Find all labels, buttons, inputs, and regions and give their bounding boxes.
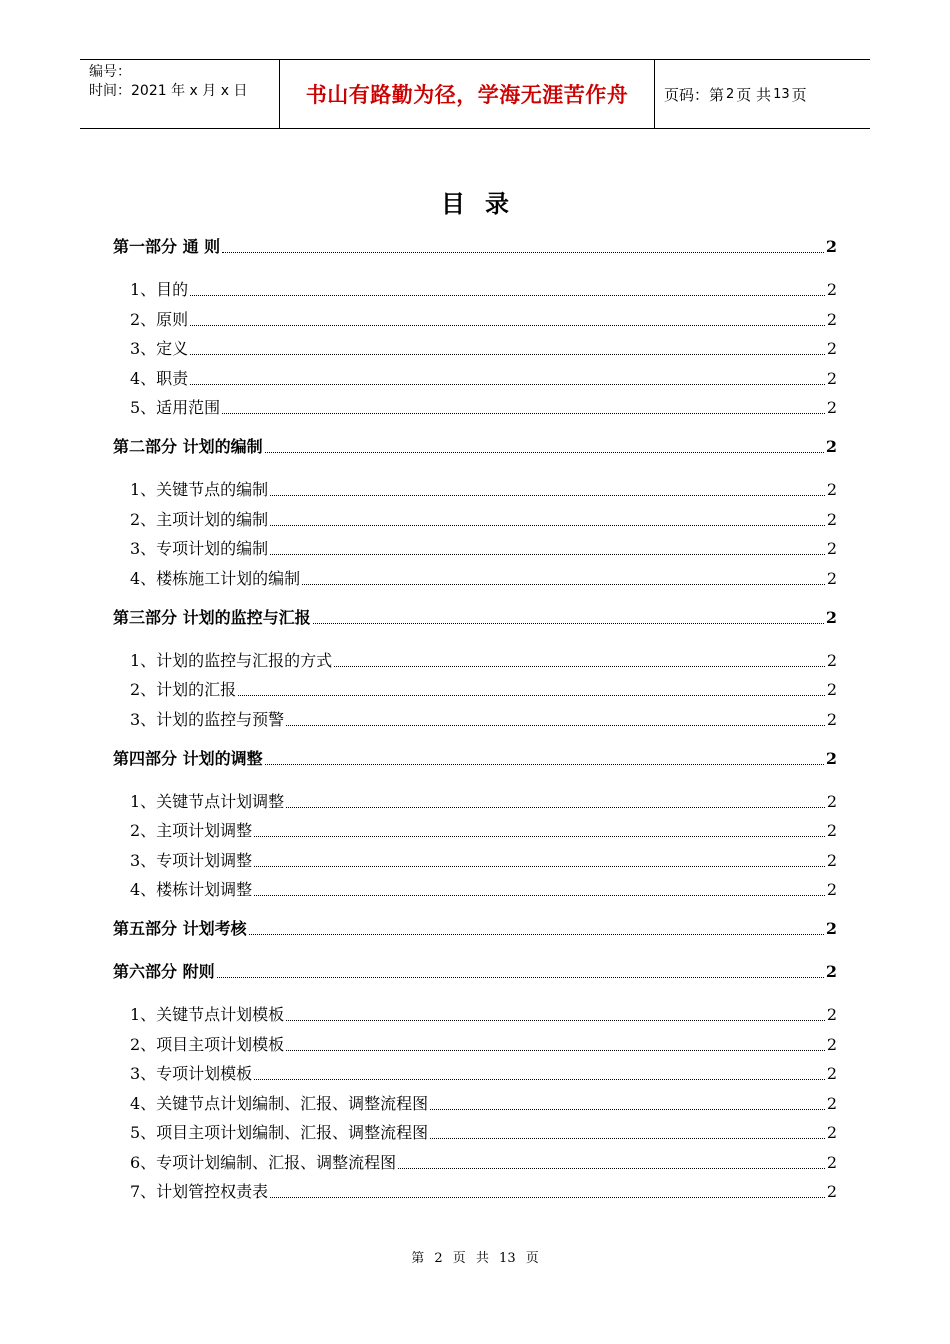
toc-entry-label: 第三部分 计划的监控与汇报 (113, 607, 311, 627)
toc-dot-leader (286, 1049, 825, 1051)
toc-entry-label: 3、计划的监控与预警 (130, 709, 285, 729)
toc-item-entry[interactable] (113, 1122, 837, 1144)
toc-entry-label: 2、主项计划的编制 (130, 509, 269, 529)
toc-entry-label: 1、关键节点计划模板 (130, 1005, 285, 1024)
toc-entry-page: 2 (826, 280, 837, 299)
toc-item-entry[interactable] (113, 1152, 837, 1174)
toc-item-entry[interactable] (113, 538, 837, 560)
toc-dot-leader (190, 383, 825, 385)
toc-dot-leader (254, 835, 825, 837)
toc-entry-page: 2 (826, 1123, 837, 1142)
toc-dot-leader (190, 353, 825, 355)
toc-entry-label: 第六部分 附则 (113, 962, 215, 981)
toc-entry-label: 1、计划的监控与汇报的方式 (130, 650, 333, 670)
toc-entry-label: 4、楼栋施工计划的编制 (130, 568, 301, 588)
toc-entry-page: 2 (826, 650, 837, 670)
toc-entry-page: 2 (826, 398, 837, 417)
toc-item-entry[interactable] (113, 509, 837, 531)
toc-dot-leader (265, 763, 824, 765)
toc-entry-label: 4、职责 (130, 368, 189, 388)
toc-item-entry[interactable] (113, 1181, 837, 1203)
date-label: 时间：2021 年 x 月 x 日 (89, 83, 248, 99)
toc-dot-leader (286, 1019, 825, 1021)
toc-entry-label: 3、专项计划的编制 (130, 539, 269, 558)
toc-item-entry[interactable] (113, 368, 837, 390)
toc-entry-page: 2 (826, 539, 837, 558)
toc-section-entry[interactable] (113, 436, 837, 458)
toc-entry-label: 7、计划管控权责表 (130, 1182, 269, 1201)
toc-dot-leader (302, 583, 825, 585)
toc-dot-leader (313, 622, 824, 624)
toc-dot-leader (286, 724, 825, 726)
toc-entry-label: 2、原则 (130, 309, 189, 329)
toc-entry-page: 2 (826, 709, 837, 729)
toc-dot-leader (270, 1196, 825, 1198)
toc-entry-page: 2 (826, 309, 837, 329)
toc-entry-label: 2、主项计划调整 (130, 821, 253, 840)
toc-section-entry[interactable] (113, 748, 837, 770)
toc-item-entry[interactable] (113, 709, 837, 731)
toc-dot-leader (265, 451, 824, 453)
header-page-info (655, 60, 870, 128)
toc-dot-leader (286, 806, 825, 808)
toc-entry-label: 2、计划的汇报 (130, 680, 237, 699)
toc-dot-leader (217, 976, 824, 978)
toc-item-entry[interactable] (113, 879, 837, 901)
toc-dot-leader (270, 524, 825, 526)
toc-entry-page: 2 (825, 437, 837, 456)
toc-item-entry[interactable] (113, 568, 837, 590)
toc-entry-label: 第二部分 计划的编制 (113, 437, 263, 456)
header-motto: 书山有路勤为径，学海无涯苦作舟 (280, 60, 655, 128)
toc-entry-label: 1、关键节点计划调整 (130, 791, 285, 811)
toc-entry-label: 4、关键节点计划编制、汇报、调整流程图 (130, 1093, 429, 1113)
toc-entry-page: 2 (826, 1152, 837, 1172)
toc-item-entry[interactable] (113, 850, 837, 872)
toc-section-entry[interactable] (113, 961, 837, 983)
toc-entry-label: 2、项目主项计划模板 (130, 1034, 285, 1054)
toc-item-entry[interactable] (113, 1063, 837, 1085)
page-mid: 页 共 (736, 85, 772, 104)
toc-entry-label: 1、关键节点的编制 (130, 480, 269, 499)
toc-entry-page: 2 (825, 919, 837, 938)
toc-entry-page: 2 (826, 1064, 837, 1083)
toc-dot-leader (222, 412, 825, 414)
toc-entry-label: 第五部分 计划考核 (113, 919, 247, 938)
toc-item-entry[interactable] (113, 791, 837, 813)
toc-dot-leader (430, 1108, 825, 1110)
toc-dot-leader (334, 665, 825, 667)
toc-dot-leader (398, 1167, 825, 1169)
toc-dot-leader (430, 1137, 825, 1139)
toc-entry-label: 第一部分 通 则 (113, 237, 221, 256)
toc-entry-page: 2 (825, 237, 837, 256)
toc-item-entry[interactable] (113, 338, 837, 360)
toc-entry-page: 2 (826, 880, 837, 899)
toc-item-entry[interactable] (113, 397, 837, 419)
toc-dot-leader (222, 251, 824, 253)
toc-dot-leader (238, 694, 825, 696)
toc-item-entry[interactable] (113, 279, 837, 301)
toc-section-entry[interactable] (113, 236, 837, 258)
toc-section-entry[interactable] (113, 918, 837, 940)
toc-title: 目录 (441, 189, 529, 218)
toc-entry-label: 3、专项计划模板 (130, 1064, 253, 1083)
toc-item-entry[interactable] (113, 309, 837, 331)
toc-entry-label: 5、项目主项计划编制、汇报、调整流程图 (130, 1123, 429, 1142)
toc-entry-page: 2 (826, 680, 837, 699)
toc-item-entry[interactable] (113, 479, 837, 501)
page-suffix: 页 (791, 85, 807, 104)
toc-entry-label: 4、楼栋计划调整 (130, 880, 253, 899)
toc-entry-page: 2 (826, 339, 837, 358)
toc-entry-page: 2 (826, 850, 837, 870)
toc-entry-page: 2 (825, 962, 837, 981)
page-header (80, 59, 870, 129)
toc-dot-leader (254, 865, 825, 867)
toc-entry-page: 2 (826, 509, 837, 529)
page-prefix: 页码：第 (664, 85, 725, 104)
toc-entry-page: 2 (826, 1093, 837, 1113)
toc-item-entry[interactable] (113, 1034, 837, 1056)
toc-item-entry[interactable] (113, 1093, 837, 1115)
toc-dot-leader (254, 894, 825, 896)
toc-item-entry[interactable] (113, 679, 837, 701)
page-current: 2 (726, 86, 735, 102)
toc-dot-leader (270, 553, 825, 555)
toc-entry-page: 2 (826, 1182, 837, 1201)
toc-entry-label: 6、专项计划编制、汇报、调整流程图 (130, 1152, 397, 1172)
toc-item-entry[interactable] (113, 1004, 837, 1026)
toc-dot-leader (254, 1078, 825, 1080)
toc-entry-label: 3、专项计划调整 (130, 850, 253, 870)
toc-entry-label: 3、定义 (130, 339, 189, 358)
toc-entry-page: 2 (825, 748, 837, 768)
toc-entry-page: 2 (826, 821, 837, 840)
page-total: 13 (773, 86, 790, 102)
toc-item-entry[interactable] (113, 820, 837, 842)
toc-dot-leader (270, 494, 825, 496)
toc-entry-page: 2 (826, 480, 837, 499)
page-footer: 第 2 页 共 13 页 (411, 1251, 539, 1266)
toc-item-entry[interactable] (113, 650, 837, 672)
toc-entry-page: 2 (826, 1005, 837, 1024)
toc-dot-leader (190, 294, 825, 296)
serial-number-label: 编号： (89, 64, 131, 80)
toc-entry-label: 第四部分 计划的调整 (113, 748, 263, 768)
toc-dot-leader (190, 324, 825, 326)
toc-section-entry[interactable] (113, 607, 837, 629)
toc-entry-page: 2 (826, 1034, 837, 1054)
toc-dot-leader (249, 933, 824, 935)
toc-entry-page: 2 (826, 791, 837, 811)
toc-entry-label: 1、目的 (130, 280, 189, 299)
toc-entry-label: 5、适用范围 (130, 398, 221, 417)
header-meta (80, 60, 280, 128)
toc-entry-page: 2 (826, 568, 837, 588)
toc-entry-page: 2 (826, 368, 837, 388)
toc-entry-page: 2 (825, 607, 837, 627)
